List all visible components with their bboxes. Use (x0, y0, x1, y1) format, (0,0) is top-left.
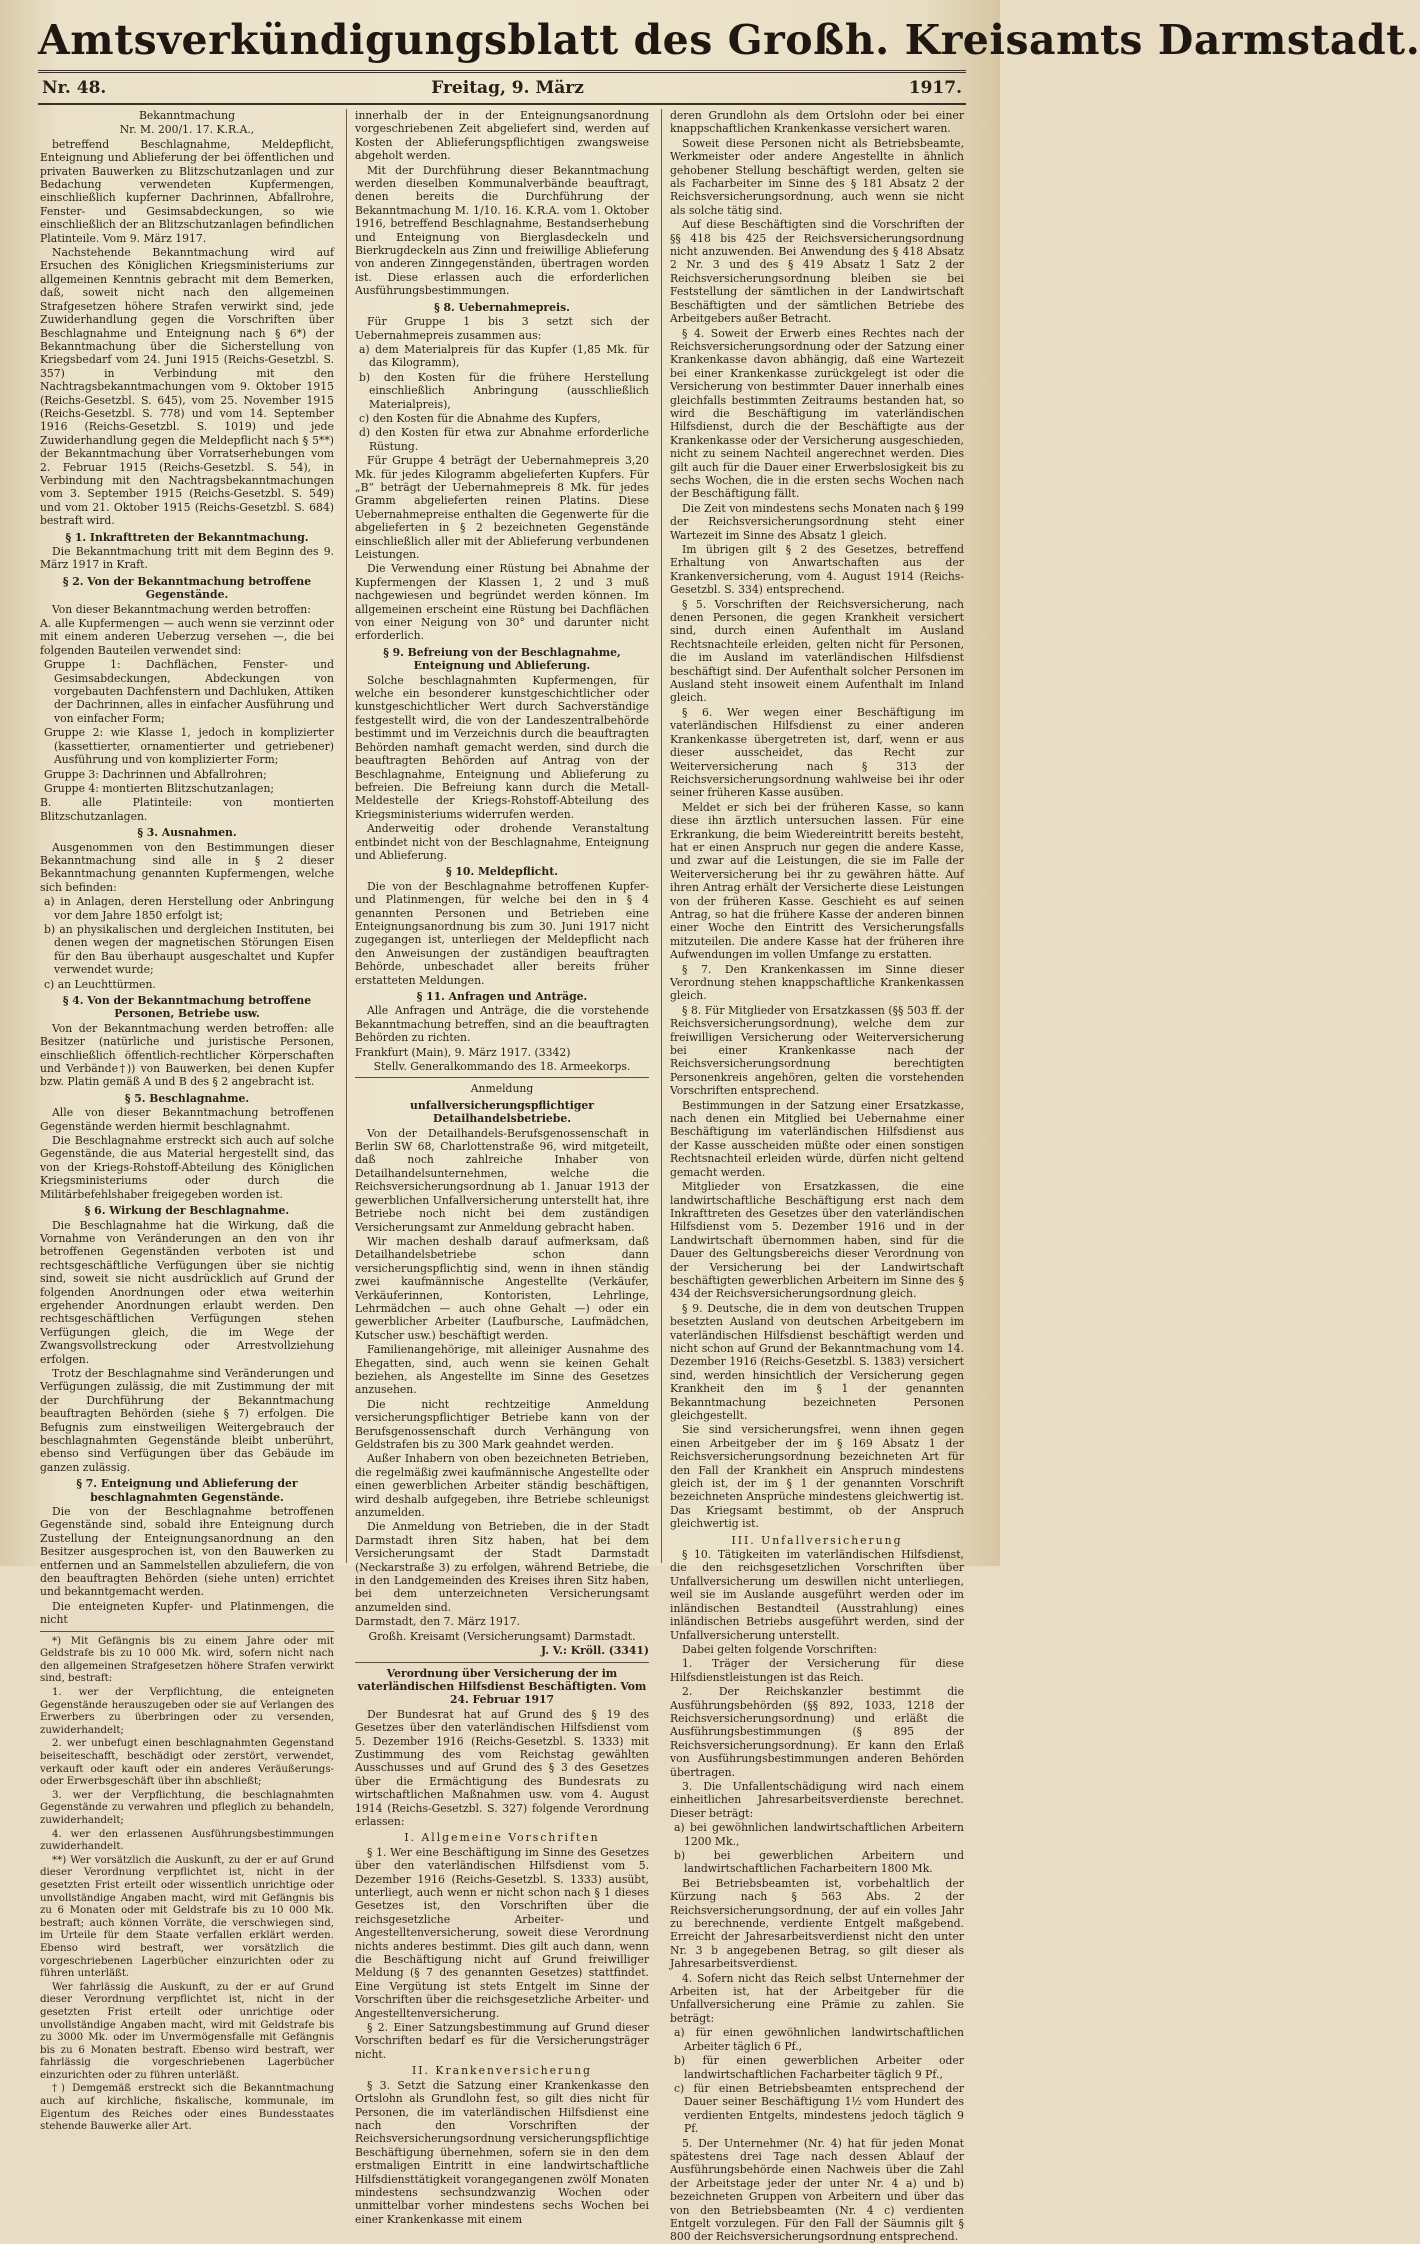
paragraph: Bestimmungen in der Satzung einer Ersatzkasse, nach denen ein Mitglied bei Uebernahme einer Beschäftigung im vaterländischen Hilfsdienst aus der Kasse ausscheiden müßte oder einen sonstigen Rechtsnachteil erleiden würde, dürfen nicht geltend gemacht werden. (670, 1098, 964, 1179)
paragraph: 4. Sofern nicht das Reich selbst Unternehmer der Arbeiten ist, hat der Arbeitgeber für die Unfallversicherung eine Prämie zu zahlen. Sie beträgt: (670, 1971, 964, 2025)
footnote: **) Wer vorsätzlich die Auskunft, zu der er auf Grund dieser Verordnung verpflichtet ist, nicht in der gesetzten Frist erteilt oder wissentlich unrichtige oder unvollständige Angaben macht, wird mit Gefängnis bis zu 6 Monaten oder mit Geldstrafe bis zu 10 000 Mk. bestraft; auch können Vorräte, die verschwiegen sind, im Urteile für dem Staate verfallen erklärt werden. Ebenso wird bestraft, wer vorsätzlich die vorgeschriebenen Lagerbücher einzurichten oder zu führen unterläßt. (40, 1854, 334, 1980)
footnote: 3. wer der Verpflichtung, die beschlagnahmten Gegenstände zu verwahren und pfleglich zu behandeln, zuwiderhandelt; (40, 1789, 334, 1826)
paragraph: Anderweitig oder drohende Veranstaltung entbindet nicht von der Beschlagnahme, Enteignung und Ablieferung. (355, 822, 649, 862)
paragraph: Außer Inhabern von oben bezeichneten Betrieben, die regelmäßig zwei kaufmännische Angestellte oder einen gewerblichen Arbeiter ständig beschäftigen, wird deshalb aufgegeben, ihre Betriebe schleunigst anzumelden. (355, 1452, 649, 1520)
section-heading: § 8. Uebernahmepreis. (434, 300, 570, 314)
paragraph: c) für einen Betriebsbeamten entsprechend der Dauer seiner Beschäftigung 1½ vom Hundert des verdienten Entgelts, mindestens jedoch täglich 9 Pf. (674, 2081, 964, 2136)
section-heading: § 4. Von der Bekanntmachung betroffene Personen, Betriebe usw. (62, 994, 312, 1021)
paragraph: Trotz der Beschlagnahme sind Veränderungen und Verfügungen zulässig, die mit Zustimmung der mit der Durchführung der Bekanntmachung beauftragten Behörden (siehe § 7) erfolgen. Die Befugnis zum einstweiligen Weitergebrauch der beschlagnahmten Gegenstände bleibt unberührt, ebenso sind Verfügungen über das Gebäude im ganzen zulässig. (40, 1366, 334, 1474)
column-3 (661, 109, 966, 2244)
paragraph: Alle von dieser Bekanntmachung betroffenen Gegenstände werden hiermit beschlagnahmt. (40, 1106, 334, 1133)
footnote: 4. wer den erlassenen Ausführungsbestimmungen zuwiderhandelt. (40, 1828, 334, 1853)
paragraph: Ausgenommen von den Bestimmungen dieser Bekanntmachung sind alle in § 2 dieser Bekanntmachung genannten Kupfermengen, welche sich befinden: (40, 840, 334, 894)
paragraph: Sie sind versicherungsfrei, wenn ihnen gegen einen Arbeitgeber der im § 169 Absatz 1 der Reichsversicherungsordnung bezeichneten Art für den Fall der Krankheit ein Anspruch mindestens gleich ist, der im § 1 der genannten Vorschrift bezeichneten Ansprüche mindestens gleichwertig ist. Das Kriegsamt bestimmt, ob der Anspruch gleichwertig ist. (670, 1423, 964, 1531)
signature: J. V.: Kröll. (3341) (540, 1644, 649, 1658)
paragraph: Die nicht rechtzeitige Anmeldung versicherungspflichtiger Betriebe kann von der Berufsgenossenschaft durch Verhängung von Geldstrafen bis zu 300 Mark geahndet werden. (355, 1397, 649, 1451)
footnote: 1. wer der Verpflichtung, die enteigneten Gegenstände herauszugeben oder sie auf Verlangen des Erwerbers zu überbringen oder zu versenden, zuwiderhandelt; (40, 1687, 334, 1736)
paragraph: Die von der Beschlagnahme betroffenen Kupfer- und Platinmengen, für welche bei den in § 4 genannten Personen und Betrieben eine Enteignungsanordnung bis zum 30. Juni 1917 nicht zugegangen ist, unterliegen der Meldepflicht nach den Anweisungen der zuständigen beauftragten Behörde, unbeschadet aller bereits früher erstatteten Meldungen. (355, 879, 649, 987)
paragraph: 5. Der Unternehmer (Nr. 4) hat für jeden Monat spätestens drei Tage nach dessen Ablauf der Ausführungsbehörde einen Nachweis über die Zahl der Arbeitstage jeder der unter Nr. 4 a) und b) bezeichneten Gruppen von Arbeitern und über das von den Betriebsbeamten (Nr. 4 c) verdienten Entgelt vorzulegen. Für den Fall der Säumnis gilt § 800 der Reichsversicherungsordnung entsprechend. (670, 2136, 964, 2244)
section-divider (355, 1662, 649, 1663)
paragraph: Im übrigen gilt § 2 des Gesetzes, betreffend Erhaltung von Anwartschaften aus der Krankenversicherung, vom 4. August 1914 (Reichs-Gesetzbl. S. 334) entsprechend. (670, 543, 964, 597)
paragraph: Gruppe 2: wie Klasse 1, jedoch in komplizierter (kassettierter, ornamentierter und getriebener) Ausführung und von komplizierter Form; (44, 726, 334, 767)
paragraph: § 3. Setzt die Satzung einer Krankenkasse den Ortslohn als Grundlohn fest, so gilt dies nicht für Personen, die im vaterländischen Hilfsdienst eine nach den Vorschriften der Reichsversicherungsordnung versicherungspflichtige Beschäftigung übernehmen, sofern sie in den dem erstmaligen Eintritt in eine landwirtschaftliche Hilfsdiensttätigkeit vorangegangenen zwölf Monaten mindestens sechsundzwanzig Wochen oder unmittelbar vorher mindestens sechs Wochen bei einer Krankenkasse mit einem (355, 2078, 649, 2226)
column-1 (38, 109, 336, 2133)
footnote: 2. wer unbefugt einen beschlagnahmten Gegenstand beiseiteschafft, beschädigt oder zerstört, verwendet, verkauft oder kauft oder ein anderes Veräußerungs- oder Erwerbsgeschäft über ihn abschließt; (40, 1738, 334, 1788)
footnotes (40, 1636, 334, 2134)
centered-line: Bekanntmachung (138, 109, 236, 122)
columns (38, 109, 966, 2244)
paragraph: Für Gruppe 1 bis 3 setzt sich der Uebernahmepreis zusammen aus: (355, 315, 649, 342)
centered-line: Nr. M. 200/1. 17. K.R.A., (119, 123, 255, 137)
paragraph: b) bei gewerblichen Arbeitern und landwirtschaftlichen Facharbeitern 1800 Mk. (674, 1849, 964, 1876)
paragraph: Wir machen deshalb darauf aufmerksam, daß Detailhandelsbetriebe schon dann versicherungspflichtig sind, wenn in ihnen ständig zwei kaufmännische Angestellte (Verkäufer, Verkäuferinnen, Kontoristen, Lehrlinge, Lehrmädchen — auch ohne Gehalt —) oder ein gewerblicher Arbeiter (Laufbursche, Laufmädchen, Kutscher usw.) beschäftigt werden. (355, 1234, 649, 1342)
dateline (38, 73, 966, 103)
paragraph: 1. Träger der Versicherung für diese Hilfsdienstleistungen ist das Reich. (670, 1657, 964, 1684)
paragraph: Gruppe 1: Dachflächen, Fenster- und Gesimsabdeckungen, Abdeckungen von vorgebauten Dachfenstern und Dachluken, Attiken der Dachrinnen, alles in einfacher Ausführung und von einfacher Form; (44, 658, 334, 725)
section-heading: § 2. Von der Bekanntmachung betroffene Gegenstände. (62, 574, 312, 602)
footnote: *) Mit Gefängnis bis zu einem Jahre oder mit Geldstrafe bis zu 10 000 Mk. wird, sofern nicht nach den allgemeinen Strafgesetzen höhere Strafen verwirkt sind, bestraft: (40, 1635, 334, 1685)
paragraph: a) dem Materialpreis für das Kupfer (1,85 Mk. für das Kilogramm), (359, 342, 649, 370)
section-heading: Verordnung über Versicherung der im vaterländischen Hilfsdienst Beschäftigten. Vom 24. Februar 1917 (357, 1666, 647, 1707)
section-heading: III. Unfallversicherung (731, 1533, 903, 1547)
section-heading: § 3. Ausnahmen. (137, 826, 237, 840)
paragraph: Frankfurt (Main), 9. März 1917. (3342) (355, 1045, 571, 1059)
paragraph: § 7. Den Krankenkassen im Sinne dieser Verordnung stehen knappschaftliche Krankenkassen gleich. (670, 962, 964, 1003)
section-heading: § 5. Beschlagnahme. (124, 1091, 250, 1105)
section-heading: unfallversicherungspflichtiger Detailhandelsbetriebe. (410, 1098, 594, 1126)
section-heading: § 11. Anfragen und Anträge. (416, 990, 588, 1003)
paragraph: Alle Anfragen und Anträge, die die vorstehende Bekanntmachung betreffen, sind an die beauftragten Behörden zu richten. (355, 1004, 649, 1045)
paragraph: Bei Betriebsbeamten ist, vorbehaltlich der Kürzung nach § 563 Abs. 2 der Reichsversicherungsordnung, der auf ein volles Jahr zu berechnende, verdiente Entgelt maßgebend. Erreicht der Jahresarbeitsverdienst nicht den unter Nr. 3 b angegebenen Betrag, so gilt dieser als Jahresarbeitsverdienst. (670, 1876, 964, 1971)
paragraph: § 8. Für Mitglieder von Ersatzkassen (§§ 503 ff. der Reichsversicherungsordnung), welche dem zur freiwilligen Versicherung oder Weiterversicherung bei einer Krankenkasse nach der Reichsversicherungsordnung berechtigten Personenkreis angehören, gelten die vorstehenden Vorschriften entsprechend. (670, 1003, 964, 1098)
footnote-rule (40, 1631, 334, 1632)
paragraph: Dabei gelten folgende Vorschriften: (682, 1642, 878, 1656)
paragraph: Die von der Beschlagnahme betroffenen Gegenstände sind, sobald ihre Enteignung durch Zustellung der Enteignungsanordnung an den Besitzer ausgesprochen ist, von den Bauwerken zu entfernen und an Sammelstellen abzuliefern, die von den beauftragten Behörden (siehe unten) errichtet und bekanntgemacht werden. (40, 1505, 334, 1599)
paragraph: b) für einen gewerblichen Arbeiter oder landwirtschaftlichen Facharbeiter täglich 9 Pf., (674, 2054, 964, 2081)
paragraph: A. alle Kupfermengen — auch wenn sie verzinnt oder mit einem anderen Ueberzug versehen —, die bei folgenden Bauteilen verwendet sind: (40, 617, 334, 657)
section-heading: § 6. Wirkung der Beschlagnahme. (84, 1204, 290, 1218)
paragraph: Auf diese Beschäftigten sind die Vorschriften der §§ 418 bis 425 der Reichsversicherungsordnung nicht anzuwenden. Bei Anwendung des § 418 Absatz 2 Nr. 3 und des § 419 Absatz 1 Satz 2 der Reichsversicherungsordnung bleiben sie bei Feststellung der sämtlichen in der Landwirtschaft Beschäftigten und der sämtlichen Betriebe des Arbeitgebers außer Betracht. (670, 218, 964, 326)
centered-line: Anmeldung (470, 1082, 534, 1096)
paragraph: Die Bekanntmachung tritt mit dem Beginn des 9. März 1917 in Kraft. (40, 545, 334, 572)
paragraph: d) den Kosten für etwa zur Abnahme erforderliche Rüstung. (359, 426, 649, 453)
issue-date: Freitag, 9. März (431, 78, 584, 98)
dateline-rule (38, 103, 966, 105)
footnote: Wer fahrlässig die Auskunft, zu der er auf Grund dieser Verordnung verpflichtet ist, nicht in der gesetzten Frist erteilt oder unrichtige oder unvollständige Angaben macht, wird mit Geldstrafe bis zu 3000 Mk. oder im Unvermögensfalle mit Gefängnis bis zu 6 Monaten bestraft. Ebenso wird bestraft, wer fahrlässig die vorgeschriebenen Lagerbücher einzurichten oder zu führen unterläßt. (40, 1981, 334, 2081)
paragraph: 3. Die Unfallentschädigung wird nach einem einheitlichen Jahresarbeitsverdienste berechnet. Dieser beträgt: (670, 1779, 964, 1820)
paragraph: c) den Kosten für die Abnahme des Kupfers, (359, 411, 601, 425)
paragraph: § 2. Einer Satzungsbestimmung auf Grund dieser Vorschriften bedarf es für die Versicherungsträger nicht. (355, 2021, 649, 2061)
centered-line: Großh. Kreisamt (Versicherungsamt) Darmstadt. (368, 1629, 636, 1643)
paragraph: a) bei gewöhnlichen landwirtschaftlichen Arbeitern 1200 Mk., (674, 1821, 964, 1848)
paragraph: Gruppe 4: montierten Blitzschutzanlagen; (44, 781, 275, 795)
paragraph: Die Beschlagnahme erstreckt sich auch auf solche Gegenstände, die aus Material hergestellt sind, das von der Kriegs-Rohstoff-Abteilung des Königlichen Kriegsministeriums oder durch die Militärbefehlshaber freigegeben worden ist. (40, 1134, 334, 1201)
paragraph: B. alle Platinteile: von montierten Blitzschutzanlagen. (40, 796, 334, 823)
paragraph: Für Gruppe 4 beträgt der Uebernahmepreis 3,20 Mk. für jedes Kilogramm abgelieferten Kupfers. Für „B“ beträgt der Uebernahmepreis 8 Mk. für jedes Gramm abgelieferten reinen Platins. Diese Uebernahmepreise enthalten die Gegenwerte für die abgelieferten in § 2 bezeichneten Gegenstände einschließlich aller mit der Ablieferung verbundenen Leistungen. (355, 454, 649, 561)
section-heading: II. Krankenversicherung (412, 2064, 592, 2078)
column-1-text (40, 109, 334, 1627)
paragraph: betreffend Beschlagnahme, Meldepflicht, Enteignung und Ablieferung der bei öffentlichen und privaten Bauwerken zu Blitzschutzanlagen und zur Bedachung verwendeten Kupfermengen, einschließlich kupferner Dachrinnen, Abfallrohre, Fenster- und Gesimsabdeckungen, so wie einschließlich der an Blitzschutzanlagen befindlichen Platinteile. Vom 9. März 1917. (40, 137, 334, 245)
paragraph: § 10. Tätigkeiten im vaterländischen Hilfsdienst, die den reichsgesetzlichen Vorschriften über Unfallversicherung um deswillen nicht unterliegen, weil sie im Auslande ausgeführt werden oder im inländischen Bestandteil (Ausstrahlung) eines inländischen Betriebs ausgeführt werden, sind der Unfallversicherung unterstellt. (670, 1548, 964, 1642)
paragraph: Die Zeit von mindestens sechs Monaten nach § 199 der Reichsversicherungsordnung steht einer Wartezeit im Sinne des Absatz 1 gleich. (670, 501, 964, 542)
paragraph: Die Verwendung einer Rüstung bei Abnahme der Kupfermengen der Klassen 1, 2 und 3 muß nachgewiesen und begründet werden können. Im allgemeinen erscheint eine Rüstung bei Dachflächen von einer Neigung von 30° und darunter nicht erforderlich. (355, 562, 649, 643)
section-heading: § 10. Meldepflicht. (446, 865, 558, 879)
paragraph: deren Grundlohn als dem Ortslohn oder bei einer knappschaftlichen Krankenkasse versichert waren. (670, 109, 964, 136)
paragraph: § 5. Vorschriften der Reichsversicherung, nach denen Personen, die gegen Krankheit versichert sind, durch einen Aufenthalt im Ausland Rechtsnachteile erleiden, gelten nicht für Personen, die im Ausland im vaterländischen Hilfsdienst beschäftigt sind. Der Aufenthalt solcher Personen im Ausland steht insoweit einem Aufenthalt im Inland gleich. (670, 597, 964, 705)
paragraph: innerhalb der in der Enteignungsanordnung vorgeschriebenen Zeit abgeliefert sind, werden auf Kosten der Ablieferungspflichtigen zwangsweise abgeholt werden. (355, 109, 649, 163)
paragraph: Solche beschlagnahmten Kupfermengen, für welche ein besonderer kunstgeschichtlicher oder kunstgeschichtlicher Wert durch Sachverständige festgestellt wird, die von der Landeszentralbehörde bestimmt und im Verzeichnis durch die beauftragten Behörden namhaft gemacht werden, sind durch die beauftragten Behörden auf Antrag von der Beschlagnahme, Enteignung und Ablieferung zu befreien. Die Befreiung kann durch die Metall-Meldestelle der Kriegs-Rohstoff-Abteilung des Kriegsministeriums widerrufen werden. (355, 673, 649, 821)
paragraph: Nachstehende Bekanntmachung wird auf Ersuchen des Königlichen Kriegsministeriums zur allgemeinen Kenntnis gebracht mit dem Bemerken, daß, soweit nicht nach den allgemeinen Strafgesetzen höhere Strafen verwirkt sind, jede Zuwiderhandlung gegen die Vorschriften über Beschlagnahme und Enteignung nach § 6*) der Bekanntmachung über die Sicherstellung von Kriegsbedarf vom 24. Juni 1915 (Reichs-Gesetzbl. S. 357) in Verbindung mit den Nachtragsbekanntmachungen vom 9. Oktober 1915 (Reichs-Gesetzbl. S. 645), vom 25. November 1915 (Reichs-Gesetzbl. S. 778) und vom 14. September 1916 (Reichs-Gesetzbl. S. 1019) und jede Zuwiderhandlung gegen die Meldepflicht nach § 5**) der Bekanntmachung über Vorratserhebungen vom 2. Februar 1915 (Reichs-Gesetzbl. S. 54), in Verbindung mit den Nachtragsbekanntmachungen vom 3. September 1915 (Reichs-Gesetzbl. S. 549) und vom 21. Oktober 1915 (Reichs-Gesetzbl. S. 684) bestraft wird. (40, 246, 334, 528)
paragraph: § 1. Wer eine Beschäftigung im Sinne des Gesetzes über den vaterländischen Hilfsdienst vom 5. Dezember 1916 (Reichs-Gesetzbl. S. 1333) ausübt, unterliegt, auch wenn er nicht schon nach § 1 dieses Gesetzes ist, den Vorschriften über die reichsgesetzliche Arbeiter- und Angestelltenversicherung, soweit diese Verordnung nichts anderes bestimmt. Dies gilt auch dann, wenn die Beschäftigung nicht auf Grund freiwilliger Meldung (§ 7 des genannten Gesetzes) stattfindet. Eine Vergütung ist stets Entgelt im Sinne der Vorschriften über die reichsgesetzliche Arbeiter- und Angestelltenversicherung. (355, 1845, 649, 2020)
section-divider (355, 1077, 649, 1078)
paragraph: Mit der Durchführung dieser Bekanntmachung werden dieselben Kommunalverbände beauftragt, denen bereits die Durchführung der Bekanntmachung M. 1/10. 16. K.R.A. vom 1. Oktober 1916, betreffend Beschlagnahme, Bestandserhebung und Enteignung von Bierglasdeckeln und Bierkrugdeckeln aus Zinn und freiwillige Ablieferung von anderen Zinngegenständen, übertragen worden ist. Diese erlassen auch die erforderlichen Ausführungsbestimmungen. (355, 163, 649, 298)
paragraph: Die Anmeldung von Betrieben, die in der Stadt Darmstadt ihren Sitz haben, hat bei dem Versicherungsamt der Stadt Darmstadt (Neckarstraße 3) zu erfolgen, während Betriebe, die in den Landgemeinden des Kreises ihren Sitz haben, bei dem unterzeichneten Versicherungsamt anzumelden sind. (355, 1520, 649, 1614)
paragraph: Von der Detailhandels-Berufsgenossenschaft in Berlin SW 68, Charlottenstraße 96, wird mitgeteilt, daß noch zahlreiche Inhaber von Detailhandelsunternehmen, welche die Reichsversicherungsordnung ab 1. Januar 1913 der gewerblichen Unfallversicherung unterstellt hat, ihre Betriebe noch nicht bei dem zuständigen Versicherungsamt zur Anmeldung gebracht haben. (355, 1126, 649, 1234)
footnote: †) Demgemäß erstreckt sich die Bekanntmachung auch auf kirchliche, fiskalische, kommunale, im Eigentum des Reiches oder eines Bundesstaates stehende Bauwerke aller Art. (40, 2083, 334, 2133)
paragraph: § 4. Soweit der Erwerb eines Rechtes nach der Reichsversicherungsordnung oder der Satzung einer Krankenkasse davon abhängig, daß eine Wartezeit bei einer Krankenkasse zurückgelegt ist oder die Versicherung von bestimmter Dauer innerhalb eines gleichfalls bestimmten Zeitraums bestanden hat, so wird die Beschäftigung im vaterländischen Hilfsdienst, durch die der Beschäftigte aus der Krankenkasse oder der Versicherung ausgeschieden, nicht zu seinem Nachteil angerechnet werden. Dies gilt auch für die Dauer einer Erwerbslosigkeit bis zu sechs Wochen, die in die ersten sechs Wochen nach der Beschäftigung fällt. (670, 326, 964, 501)
paragraph: § 6. Wer wegen einer Beschäftigung im vaterländischen Hilfsdienst zu einer anderen Krankenkasse übergetreten ist, darf, wenn er aus dieser ausscheidet, das Recht zur Weiterversicherung nach § 313 der Reichsversicherungsordnung wahlweise bei ihr oder seiner früheren Kasse ausüben. (670, 705, 964, 800)
column-2 (346, 109, 651, 2226)
paragraph: Darmstadt, den 7. März 1917. (355, 1615, 521, 1629)
paragraph: Familienangehörige, mit alleiniger Ausnahme des Ehegatten, sind, auch wenn sie keinen Gehalt beziehen, als Angestellte im Sinne des Gesetzes anzusehen. (355, 1343, 649, 1397)
issue-number: Nr. 48. (42, 78, 107, 98)
section-heading: § 7. Enteignung und Ablieferung der beschlagnahmten Gegenstände. (76, 1477, 298, 1504)
paragraph: Gruppe 3: Dachrinnen und Abfallrohren; (44, 767, 267, 781)
paragraph: b) an physikalischen und dergleichen Instituten, bei denen wegen der magnetischen Störungen Eisen für den Bau überhaupt ausgeschaltet und Kupfer verwendet wurde; (44, 922, 334, 977)
paragraph: c) an Leuchttürmen. (44, 977, 156, 991)
centered-line: Stellv. Generalkommando des 18. Armeekorps. (373, 1060, 631, 1074)
section-heading: § 9. Befreiung von der Beschlagnahme, Enteignung und Ablieferung. (383, 645, 621, 673)
paragraph: Von der Bekanntmachung werden betroffen: alle Besitzer (natürliche und juristische Personen, einschließlich öffentlich-rechtlicher Körperschaften und Verbände†)) von Bauwerken, bei denen Kupfer bzw. Platin gemäß A und B des § 2 angebracht ist. (40, 1021, 334, 1089)
paragraph: 2. Der Reichskanzler bestimmt die Ausführungsbehörden (§§ 892, 1033, 1218 der Reichsversicherungsordnung) und erläßt die Ausführungsbestimmungen (§ 895 der Reichsversicherungsordnung). Er kann den Erlaß von Ausführungsbestimmungen anderen Behörden übertragen. (670, 1685, 964, 1779)
section-heading: § 1. Inkrafttreten der Bekanntmachung. (65, 530, 309, 544)
paragraph: Von dieser Bekanntmachung werden betroffen: (52, 602, 311, 616)
paragraph: Soweit diese Personen nicht als Betriebsbeamte, Werkmeister oder andere Angestellte in ähnlich gehobener Stellung beschäftigt werden, gelten sie als Facharbeiter im Sinne des § 181 Absatz 2 der Reichsversicherungsordnung, auch wenn sie nicht als solche tätig sind. (670, 136, 964, 217)
paragraph: § 9. Deutsche, die in dem von deutschen Truppen besetzten Ausland von deutschen Arbeitgebern im vaterländischen Hilfsdienst beschäftigt werden und nicht schon auf Grund der Bekanntmachung vom 14. Dezember 1916 (Reichs-Gesetzbl. S. 1383) versichert sind, werden hinsichtlich der Versicherung gegen Krankheit den im § 1 der genannten Bekanntmachung bezeichneten Personen gleichgestellt. (670, 1301, 964, 1422)
paragraph: a) für einen gewöhnlichen landwirtschaftlichen Arbeiter täglich 6 Pf., (674, 2026, 964, 2053)
masthead-title: Amtsverkündigungsblatt des Großh. Kreisamts Darmstadt. (38, 16, 1420, 64)
paragraph: b) den Kosten für die frühere Herstellung einschließlich Anbringung (ausschließlich Materialpreis), (359, 370, 649, 411)
paragraph: Die Beschlagnahme hat die Wirkung, daß die Vornahme von Veränderungen an den von ihr betroffenen Gegenständen verboten ist und rechtsgeschäftliche Verfügungen über sie nichtig sind, soweit sie nicht ausdrücklich auf Grund der folgenden Anordnungen oder etwa weiterhin ergehender Anordnungen erlaubt werden. Den rechtsgeschäftlichen Verfügungen stehen Verfügungen gleich, die im Wege der Zwangsvollstreckung oder Arrestvollziehung erfolgen. (40, 1218, 334, 1366)
paragraph: Der Bundesrat hat auf Grund des § 19 des Gesetzes über den vaterländischen Hilfsdienst vom 5. Dezember 1916 (Reichs-Gesetzbl. S. 1333) mit Zustimmung des vom Reichstag gewählten Ausschusses und auf Grund des § 3 des Gesetzes über die Ermächtigung des Bundesrats zu wirtschaftlichen Maßnahmen usw. vom 4. August 1914 (Reichs-Gesetzbl. S. 327) folgende Verordnung erlassen: (355, 1707, 649, 1828)
paragraph: Mitglieder von Ersatzkassen, die eine landwirtschaftliche Beschäftigung erst nach dem Inkrafttreten des Gesetzes über den vaterländischen Hilfsdienst vom 5. Dezember 1916 und in der Landwirtschaft übernommen haben, sind für die Dauer des Geltungsbereichs dieser Verordnung von der Versicherung bei der Landwirtschaft beschäftigten gewerblichen Arbeitern im Sinne des § 434 der Reichsversicherungsordnung gleich. (670, 1180, 964, 1301)
section-heading: I. Allgemeine Vorschriften (404, 1831, 600, 1845)
paragraph: Meldet er sich bei der früheren Kasse, so kann diese ihn ärztlich untersuchen lassen. Für eine Erkrankung, die beim Wiedereintritt bereits besteht, hat er einen Anspruch nur gegen die andere Kasse, und zwar auf die Leistungen, die sie im Falle der Weiterversicherung bei ihr zu gewähren hätte. Auf ihren Antrag erhält der Versicherte diese Leistungen von der früheren Kasse. Geschieht es auf seinen Antrag, so hat die frühere Kasse der anderen binnen einer Woche den Eintritt des Versicherungsfalls mitzuteilen. Die andere Kasse hat der früheren ihre Aufwendungen im vollen Umfange zu erstatten. (670, 800, 964, 962)
issue-year: 1917. (908, 78, 962, 98)
paragraph: a) in Anlagen, deren Herstellung oder Anbringung vor dem Jahre 1850 erfolgt ist; (44, 895, 334, 922)
paragraph: Die enteigneten Kupfer- und Platinmengen, die nicht (40, 1599, 334, 1627)
